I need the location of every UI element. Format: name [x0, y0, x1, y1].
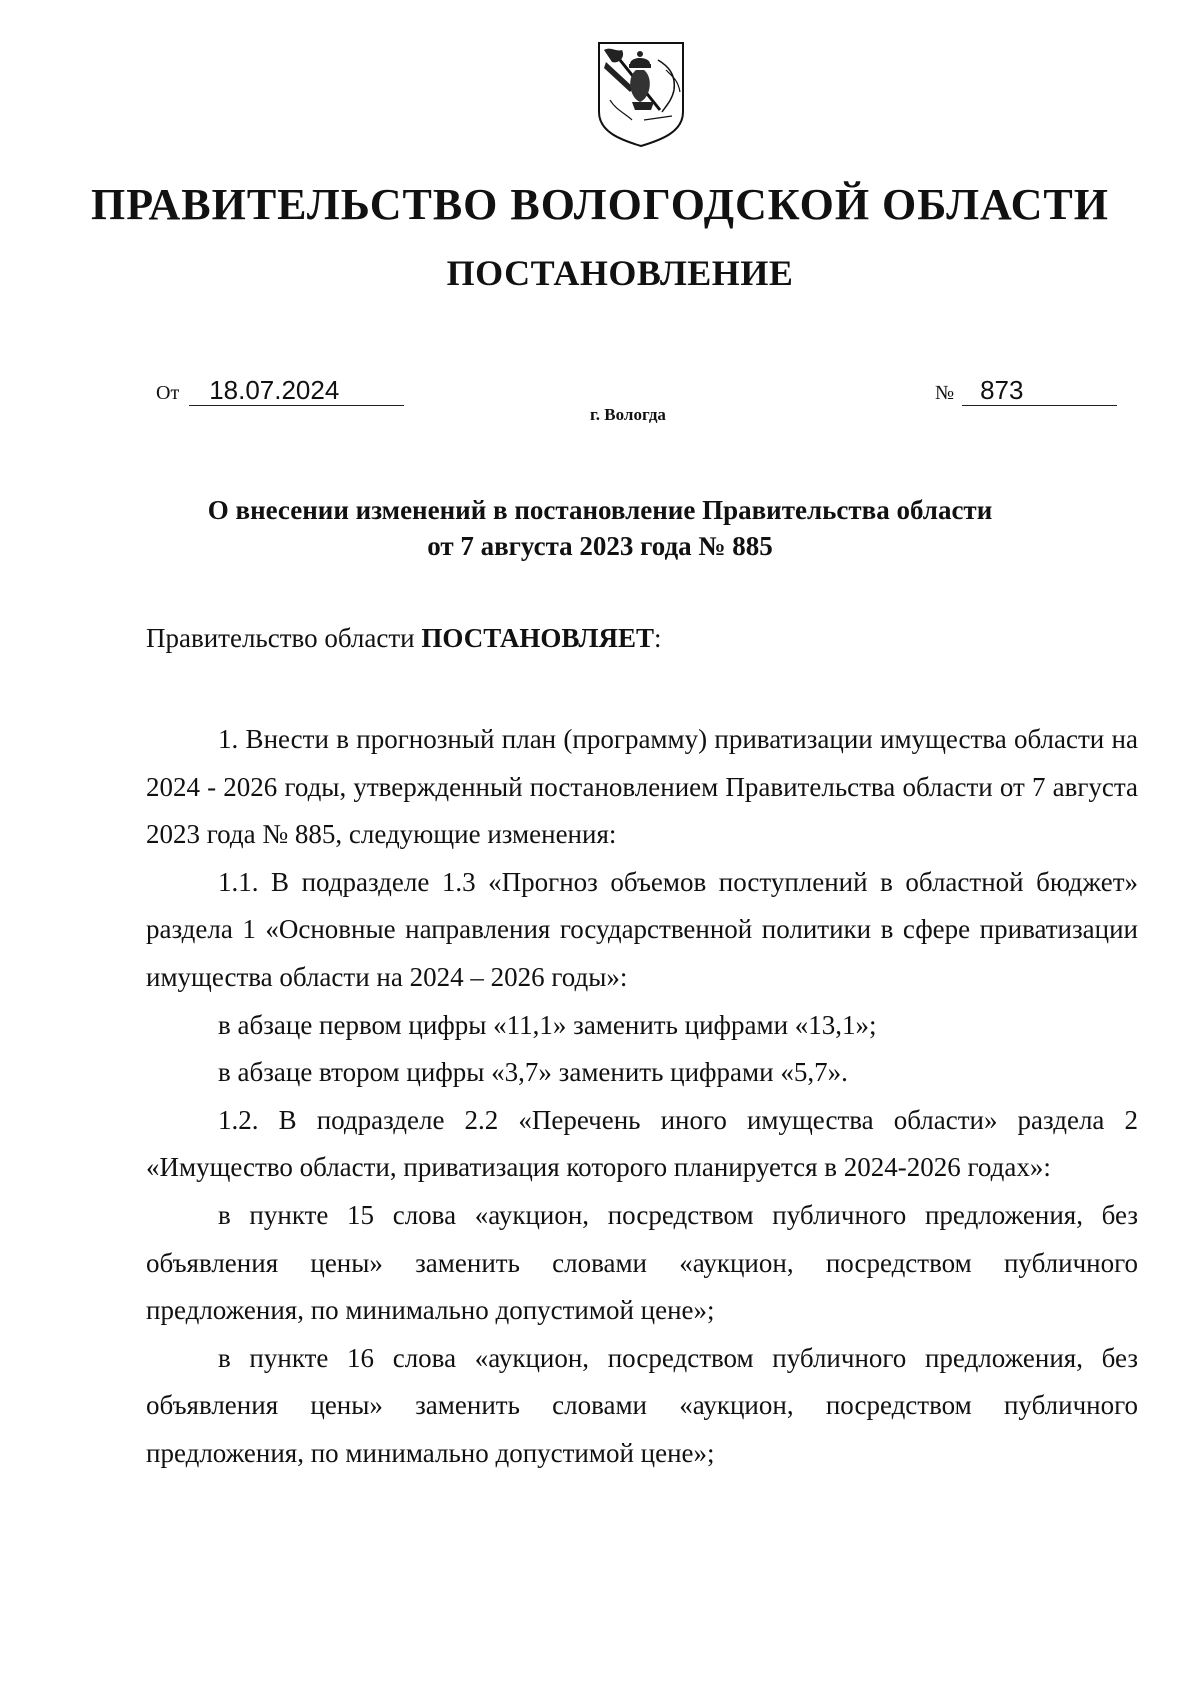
paragraph-1-2: 1.2. В подразделе 2.2 «Перечень иного имущества области» раздела 2 «Имущество области, приватизация которого планируется в 2024-2026 годах»: [146, 1104, 1138, 1183]
body-paragraphs [146, 716, 1138, 1478]
intro-emphasis: ПОСТАНОВЛЯЕТ [421, 623, 654, 653]
paragraph-1: 1. Внести в прогнозный план (программу) приватизации имущества области на 2024 - 2026 годы, утвержденный постановлением Правительства области от 7 августа 2023 года № 885, следующие изменения: [146, 724, 1138, 850]
intro-text: Правительство области [146, 623, 422, 653]
government-title: ПРАВИТЕЛЬСТВО ВОЛОГОДСКОЙ ОБЛАСТИ [91, 180, 1109, 229]
document-type: ПОСТАНОВЛЕНИЕ [446, 253, 794, 293]
intro-suffix: : [653, 623, 662, 653]
number-prefix: № [935, 382, 955, 404]
city: г. Вологда [590, 405, 666, 424]
number-row [935, 375, 1117, 407]
subject-line-2: от 7 августа 2023 года № 885 [427, 531, 773, 561]
date-prefix: От [156, 382, 180, 404]
paragraph-1-1: 1.1. В подразделе 1.3 «Прогноз объемов поступлений в областной бюджет» раздела 1 «Основные направления государственной политики в сфере приватизации имущества области на 2024 – 2026 годы»: [146, 866, 1138, 992]
document-date: 18.07.2024 [189, 375, 404, 406]
date-row [156, 375, 404, 407]
intro-paragraph [146, 615, 1138, 663]
document-number: 873 [962, 375, 1117, 406]
paragraph-1-2-a: в пункте 15 слова «аукцион, посредством публичного предложения, без объявления цены» заменить словами «аукцион, посредством публичного предложения, по минимально допустимой цене»; [146, 1199, 1138, 1326]
subject-line-1: О внесении изменений в постановление Правительства области [207, 495, 993, 525]
vologda-coat-of-arms-icon [596, 40, 686, 148]
paragraph-1-1-a: в абзаце первом цифры «11,1» заменить цифрами «13,1»; [218, 1009, 877, 1040]
paragraph-1-2-b: в пункте 16 слова «аукцион, посредством публичного предложения, без объявления цены» заменить словами «аукцион, посредством публичного предложения, по минимально допустимой цене»; [146, 1342, 1138, 1468]
document-subject [150, 492, 1050, 564]
paragraph-1-1-b: в абзаце втором цифры «3,7» заменить цифрами «5,7». [218, 1057, 848, 1088]
